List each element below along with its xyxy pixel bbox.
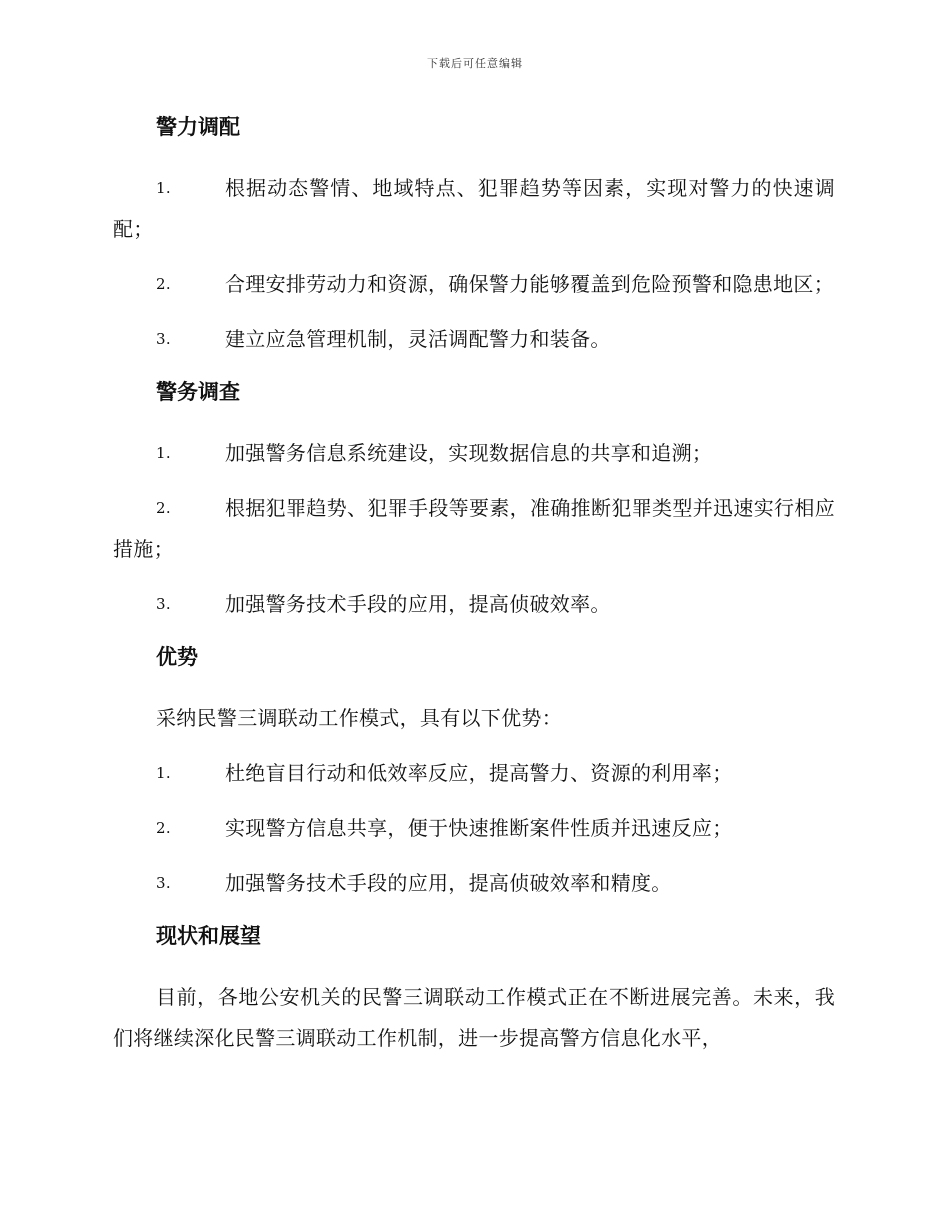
list-number: 2.: [156, 819, 171, 837]
list-item-text: 杜绝盲目行动和低效率反应，提高警力、资源的利用率；: [225, 761, 733, 785]
list-number: 3.: [156, 330, 171, 348]
section-title-police-investigation: 警务调查: [156, 380, 240, 404]
list-item: [113, 584, 835, 625]
page-header-note: 下载后可任意编辑: [427, 57, 523, 70]
list-item-text: 实现警方信息共享，便于快速推断案件性质并迅速反应；: [225, 816, 733, 840]
list-item: [113, 168, 835, 250]
list-item: [113, 264, 835, 305]
list-number: 2.: [156, 275, 171, 293]
list-number: 1.: [156, 179, 171, 197]
list-item-text: 加强警务技术手段的应用，提高侦破效率。: [225, 592, 611, 616]
list-item-text: 加强警务信息系统建设，实现数据信息的共享和追溯；: [225, 441, 713, 465]
list-item-text: 根据动态警情、地域特点、犯罪趋势等因素，实现对警力的快速调配；: [113, 176, 835, 241]
section-title-advantages: 优势: [156, 645, 198, 669]
list-number: 2.: [156, 499, 171, 517]
document-body: [113, 112, 835, 1059]
list-number: 1.: [156, 444, 171, 462]
list-number: 3.: [156, 874, 171, 892]
list-number: 1.: [156, 764, 171, 782]
list-item-text: 建立应急管理机制，灵活调配警力和装备。: [225, 327, 611, 351]
list-item: [113, 808, 835, 849]
section-title-status-outlook: 现状和展望: [156, 924, 261, 948]
list-item-text: 加强警务技术手段的应用，提高侦破效率和精度。: [225, 871, 672, 895]
section-paragraph: 目前，各地公安机关的民警三调联动工作模式正在不断进展完善。未来，我们将继续深化民警三调联动工作机制，进一步提高警方信息化水平，: [113, 985, 835, 1050]
section-title-police-deployment: 警力调配: [156, 115, 240, 139]
list-item: [113, 433, 835, 474]
list-number: 3.: [156, 595, 171, 613]
list-item-text: 根据犯罪趋势、犯罪手段等要素，准确推断犯罪类型并迅速实行相应措施；: [113, 496, 835, 561]
list-item: [113, 488, 835, 570]
list-item-text: 合理安排劳动力和资源，确保警力能够覆盖到危险预警和隐患地区；: [225, 272, 834, 296]
list-item: [113, 753, 835, 794]
list-item: [113, 863, 835, 904]
section-intro: 采纳民警三调联动工作模式，具有以下优势：: [156, 706, 562, 730]
list-item: [113, 319, 835, 360]
